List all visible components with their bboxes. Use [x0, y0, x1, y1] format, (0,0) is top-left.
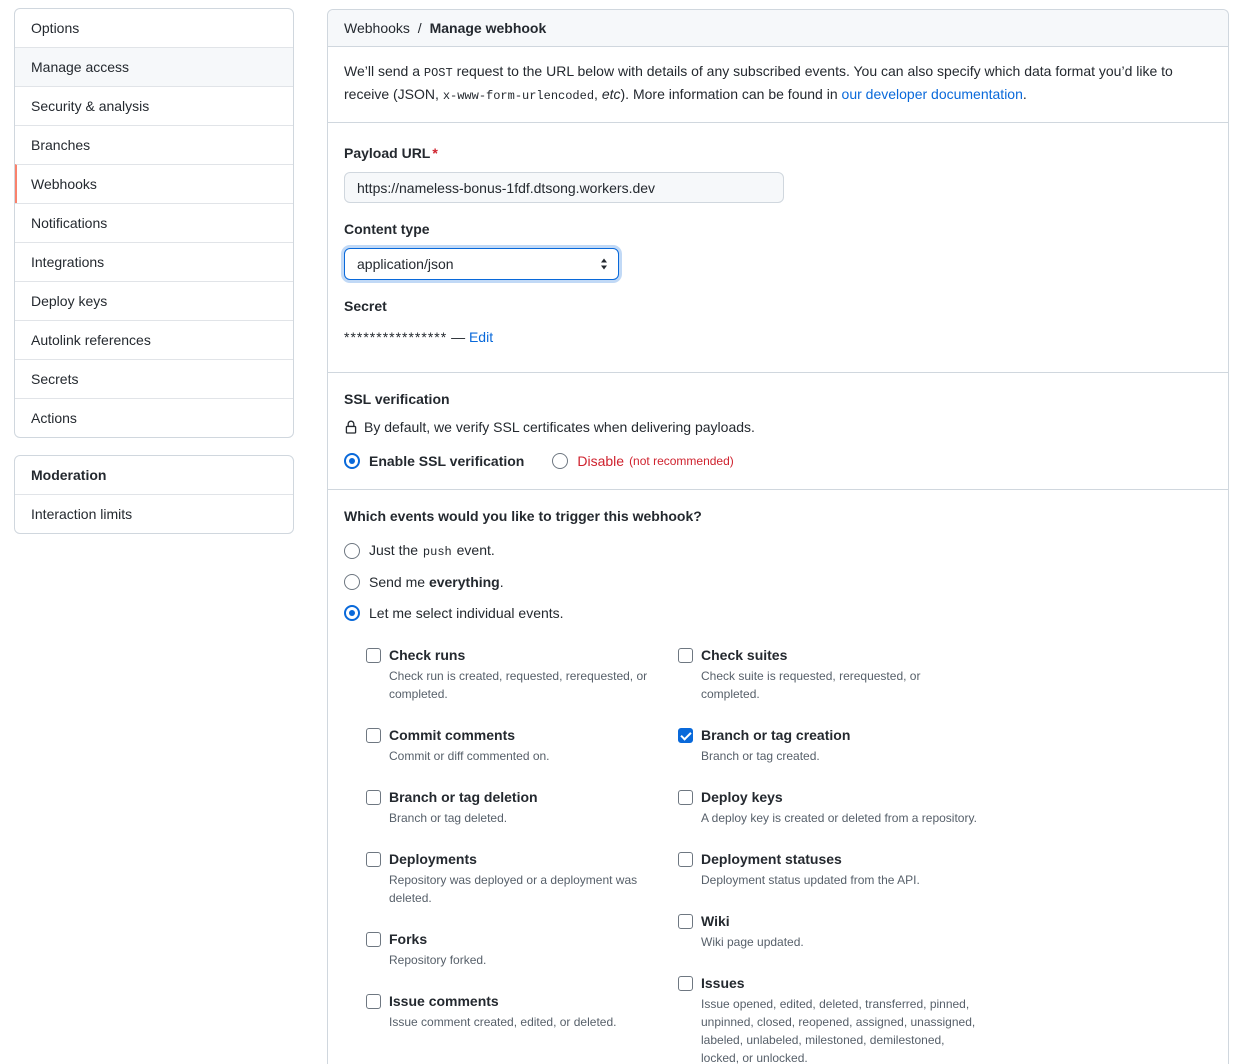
payload-url-input[interactable]	[344, 172, 784, 203]
event-item-branch-or-tag-deletion[interactable]	[365, 787, 663, 827]
etc-text: etc	[601, 86, 621, 102]
enable-ssl-label: Enable SSL verification	[369, 453, 525, 469]
breadcrumb-current: Manage webhook	[429, 20, 547, 36]
webhook-intro-text	[328, 47, 1228, 123]
event-label: Forks	[389, 931, 428, 947]
event-description: Check suite is requested, rerequested, or completed.	[701, 669, 921, 701]
event-label: Deploy keys	[701, 789, 783, 805]
intro-segment: .	[1022, 86, 1027, 102]
settings-nav-group	[14, 8, 294, 438]
event-description: Issue opened, edited, deleted, transferred, pinned, unpinned, closed, reopened, assigned, unassigned, labeled, unlabeled, milestoned, demilestoned, locked, or unlocked.	[701, 997, 976, 1064]
disable-ssl-radio[interactable]	[552, 453, 568, 469]
content-type-selected-value: application/json	[357, 256, 454, 272]
secret-label: Secret	[344, 298, 387, 314]
event-label: Check runs	[389, 647, 466, 663]
intro-segment: request to the URL below with details of any subscribed events. You can also specify which data format you’d like to receive (JSON,	[344, 63, 1173, 102]
sidebar-item-manage-access[interactable]: Manage access	[15, 47, 293, 86]
content-type-select[interactable]	[344, 248, 619, 280]
event-item-issue-comments[interactable]	[365, 991, 663, 1031]
event-item-deployment-statuses[interactable]	[677, 849, 977, 889]
event-checkbox-deployments[interactable]	[366, 852, 381, 867]
breadcrumb	[328, 10, 1228, 47]
event-description: Commit or diff commented on.	[389, 749, 550, 763]
event-item-check-runs[interactable]	[365, 645, 663, 703]
events-question: Which events would you like to trigger this webhook?	[344, 508, 702, 524]
sidebar-item-security-analysis[interactable]: Security & analysis	[15, 86, 293, 125]
event-column-left	[365, 645, 677, 1064]
content-type-group	[344, 219, 1212, 280]
enable-ssl-radio[interactable]	[344, 453, 360, 469]
event-column-right	[677, 645, 977, 1064]
event-label: Deployments	[389, 851, 477, 867]
webhook-form-section	[328, 123, 1228, 373]
event-checkbox-wiki[interactable]	[678, 914, 693, 929]
breadcrumb-separator: /	[417, 20, 422, 36]
event-item-check-suites[interactable]	[677, 645, 977, 703]
event-checkbox-check-suites[interactable]	[678, 648, 693, 663]
payload-url-group	[344, 143, 1212, 203]
radio-option-send-everything[interactable]	[344, 574, 1212, 590]
events-section	[328, 490, 1228, 1064]
event-label: Branch or tag creation	[701, 727, 851, 743]
breadcrumb-webhooks-link[interactable]: Webhooks	[344, 20, 410, 36]
event-item-deploy-keys[interactable]	[677, 787, 977, 827]
event-item-forks[interactable]	[365, 929, 663, 969]
event-label: Commit comments	[389, 727, 516, 743]
event-label: Issue comments	[389, 993, 499, 1009]
sidebar-item-branches[interactable]: Branches	[15, 125, 293, 164]
radio-option-just-push[interactable]	[344, 542, 1212, 559]
event-checkbox-commit-comments[interactable]	[366, 728, 381, 743]
event-item-deployments[interactable]	[365, 849, 663, 907]
event-item-issues[interactable]	[677, 973, 977, 1064]
sidebar-group-header-moderation: Moderation	[31, 467, 107, 483]
event-checkbox-grid	[365, 645, 1212, 1064]
event-description: Deployment status updated from the API.	[701, 873, 920, 887]
event-checkbox-branch-or-tag-creation[interactable]	[678, 728, 693, 743]
individual-events-radio[interactable]	[344, 605, 360, 621]
secret-separator: —	[451, 329, 466, 345]
event-checkbox-issue-comments[interactable]	[366, 994, 381, 1009]
event-label: Wiki	[701, 913, 730, 929]
event-description: Wiki page updated.	[701, 935, 804, 949]
sidebar-item-actions[interactable]: Actions	[15, 398, 293, 437]
radio-option-individual-events[interactable]	[344, 605, 1212, 621]
sidebar-item-options[interactable]: Options	[31, 20, 80, 36]
event-checkbox-branch-or-tag-deletion[interactable]	[366, 790, 381, 805]
event-description: Repository was deployed or a deployment was deleted.	[389, 873, 638, 905]
event-description: Check run is created, requested, rerequested, or completed.	[389, 669, 648, 701]
sidebar-item-secrets[interactable]: Secrets	[15, 359, 293, 398]
sidebar-item-autolink-references[interactable]: Autolink references	[15, 320, 293, 359]
developer-documentation-link[interactable]: our developer documentation	[841, 86, 1023, 102]
sidebar-item-webhooks[interactable]: Webhooks	[15, 164, 293, 203]
urlencoded-code: x-www-form-urlencoded	[442, 89, 595, 103]
select-arrows-icon	[599, 257, 609, 271]
event-label: Deployment statuses	[701, 851, 842, 867]
event-checkbox-forks[interactable]	[366, 932, 381, 947]
event-item-commit-comments[interactable]	[365, 725, 663, 765]
just-push-label: Just the push event.	[369, 542, 495, 559]
event-label: Branch or tag deletion	[389, 789, 538, 805]
event-label: Check suites	[701, 647, 788, 663]
event-checkbox-check-runs[interactable]	[366, 648, 381, 663]
event-item-branch-or-tag-creation[interactable]	[677, 725, 977, 765]
send-everything-radio[interactable]	[344, 574, 360, 590]
intro-segment: ). More information can be found in	[620, 86, 842, 102]
event-label: Issues	[701, 975, 745, 991]
ssl-verification-section	[328, 373, 1228, 490]
event-checkbox-deployment-statuses[interactable]	[678, 852, 693, 867]
disable-ssl-note: (not recommended)	[629, 454, 734, 468]
secret-edit-link[interactable]: Edit	[468, 329, 494, 345]
sidebar-item-notifications[interactable]: Notifications	[15, 203, 293, 242]
post-code: POST	[423, 66, 453, 80]
intro-segment: ,	[594, 86, 602, 102]
sidebar-item-integrations[interactable]: Integrations	[15, 242, 293, 281]
individual-events-label: Let me select individual events.	[369, 605, 564, 621]
ssl-heading: SSL verification	[344, 391, 450, 407]
sidebar-item-deploy-keys[interactable]: Deploy keys	[15, 281, 293, 320]
event-checkbox-deploy-keys[interactable]	[678, 790, 693, 805]
moderation-nav-group	[14, 455, 294, 534]
just-push-radio[interactable]	[344, 543, 360, 559]
disable-ssl-label: Disable	[577, 453, 625, 469]
secret-masked-value: ****************	[344, 329, 448, 345]
secret-group	[344, 296, 1212, 348]
ssl-note	[344, 417, 1212, 438]
sidebar-item-interaction-limits[interactable]: Interaction limits	[15, 494, 293, 533]
event-item-wiki[interactable]	[677, 911, 977, 951]
required-asterisk: *	[432, 145, 438, 161]
event-description: Issue comment created, edited, or deleted.	[389, 1015, 617, 1029]
event-description: Branch or tag created.	[701, 749, 820, 763]
event-description: A deploy key is created or deleted from a repository.	[701, 811, 977, 825]
event-description: Repository forked.	[389, 953, 487, 967]
lock-icon	[344, 420, 358, 435]
intro-segment: We’ll send a	[344, 63, 424, 79]
send-everything-label: Send me everything.	[369, 574, 504, 590]
event-checkbox-issues[interactable]	[678, 976, 693, 991]
settings-sidebar	[14, 8, 294, 551]
manage-webhook-panel	[327, 9, 1229, 1064]
event-description: Branch or tag deleted.	[389, 811, 508, 825]
ssl-note-text: By default, we verify SSL certificates when delivering payloads.	[364, 419, 755, 435]
content-type-label: Content type	[344, 221, 430, 237]
payload-url-label: Payload URL *	[344, 145, 438, 161]
